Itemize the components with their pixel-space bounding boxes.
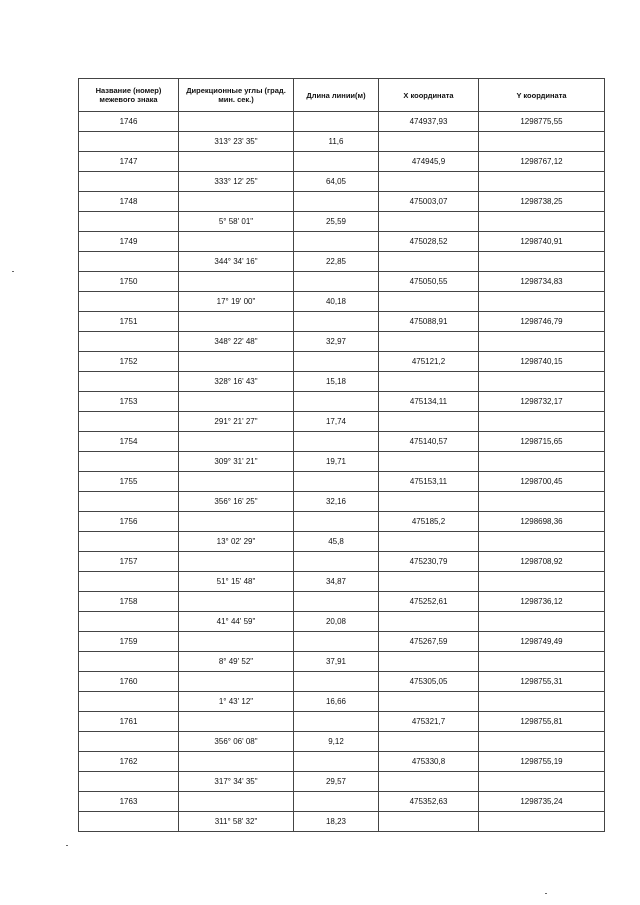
cell-directional-angle: 313° 23' 35"	[179, 132, 294, 152]
cell-x-coordinate	[379, 612, 479, 632]
cell-marker-name	[79, 732, 179, 752]
table-row	[79, 792, 605, 812]
header-x-coordinate: X координата	[379, 79, 479, 112]
cell-y-coordinate	[479, 412, 605, 432]
cell-directional-angle: 1° 43' 12"	[179, 692, 294, 712]
cell-marker-name: 1754	[79, 432, 179, 452]
table-row	[79, 392, 605, 412]
cell-line-length: 40,18	[294, 292, 379, 312]
cell-directional-angle	[179, 592, 294, 612]
cell-x-coordinate	[379, 372, 479, 392]
table-row	[79, 152, 605, 172]
cell-marker-name	[79, 532, 179, 552]
cell-line-length: 18,23	[294, 812, 379, 832]
cell-x-coordinate: 475003,07	[379, 192, 479, 212]
cell-x-coordinate: 475230,79	[379, 552, 479, 572]
header-line-length: Длина линии(м)	[294, 79, 379, 112]
table-row	[79, 352, 605, 372]
cell-y-coordinate	[479, 572, 605, 592]
cell-directional-angle: 17° 19' 00"	[179, 292, 294, 312]
cell-marker-name	[79, 332, 179, 352]
cell-line-length: 25,59	[294, 212, 379, 232]
cell-marker-name: 1752	[79, 352, 179, 372]
cell-directional-angle	[179, 512, 294, 532]
cell-x-coordinate: 474945,9	[379, 152, 479, 172]
cell-directional-angle	[179, 232, 294, 252]
cell-marker-name	[79, 612, 179, 632]
cell-directional-angle: 333° 12' 25"	[179, 172, 294, 192]
cell-x-coordinate	[379, 652, 479, 672]
cell-directional-angle: 356° 06' 08"	[179, 732, 294, 752]
cell-y-coordinate	[479, 372, 605, 392]
table-row	[79, 772, 605, 792]
cell-x-coordinate	[379, 252, 479, 272]
table-row	[79, 132, 605, 152]
table-row	[79, 212, 605, 232]
cell-line-length	[294, 592, 379, 612]
table-row	[79, 112, 605, 132]
cell-y-coordinate	[479, 812, 605, 832]
cell-x-coordinate	[379, 492, 479, 512]
cell-directional-angle: 291° 21' 27"	[179, 412, 294, 432]
cell-line-length	[294, 712, 379, 732]
table-row	[79, 732, 605, 752]
cell-marker-name	[79, 692, 179, 712]
table-row	[79, 172, 605, 192]
cell-x-coordinate: 474937,93	[379, 112, 479, 132]
cell-line-length: 64,05	[294, 172, 379, 192]
cell-y-coordinate: 1298715,65	[479, 432, 605, 452]
cell-x-coordinate	[379, 332, 479, 352]
cell-directional-angle	[179, 792, 294, 812]
cell-marker-name	[79, 412, 179, 432]
cell-x-coordinate: 475267,59	[379, 632, 479, 652]
cell-directional-angle	[179, 312, 294, 332]
cell-y-coordinate	[479, 492, 605, 512]
cell-directional-angle	[179, 432, 294, 452]
cell-line-length	[294, 512, 379, 532]
cell-x-coordinate: 475321,7	[379, 712, 479, 732]
cell-y-coordinate: 1298740,91	[479, 232, 605, 252]
cell-line-length: 22,85	[294, 252, 379, 272]
cell-directional-angle: 51° 15' 48"	[179, 572, 294, 592]
cell-y-coordinate: 1298708,92	[479, 552, 605, 572]
cell-marker-name	[79, 452, 179, 472]
cell-y-coordinate	[479, 332, 605, 352]
cell-x-coordinate	[379, 412, 479, 432]
cell-marker-name: 1751	[79, 312, 179, 332]
cell-directional-angle: 344° 34' 16"	[179, 252, 294, 272]
cell-directional-angle	[179, 712, 294, 732]
cell-line-length	[294, 192, 379, 212]
cell-marker-name: 1750	[79, 272, 179, 292]
cell-x-coordinate: 475185,2	[379, 512, 479, 532]
cell-line-length	[294, 432, 379, 452]
cell-directional-angle	[179, 352, 294, 372]
boundary-coordinates-table	[78, 78, 605, 832]
cell-y-coordinate	[479, 532, 605, 552]
table-row	[79, 752, 605, 772]
cell-line-length: 11,6	[294, 132, 379, 152]
table-row	[79, 372, 605, 392]
cell-y-coordinate	[479, 132, 605, 152]
cell-marker-name	[79, 172, 179, 192]
cell-marker-name: 1758	[79, 592, 179, 612]
cell-x-coordinate: 475134,11	[379, 392, 479, 412]
cell-line-length: 32,16	[294, 492, 379, 512]
cell-y-coordinate: 1298735,24	[479, 792, 605, 812]
cell-marker-name: 1756	[79, 512, 179, 532]
cell-directional-angle	[179, 392, 294, 412]
cell-x-coordinate	[379, 292, 479, 312]
scan-speck	[66, 845, 68, 846]
cell-line-length: 29,57	[294, 772, 379, 792]
cell-y-coordinate: 1298775,55	[479, 112, 605, 132]
cell-x-coordinate: 475121,2	[379, 352, 479, 372]
cell-directional-angle	[179, 552, 294, 572]
cell-marker-name	[79, 772, 179, 792]
table-row	[79, 512, 605, 532]
table-row	[79, 652, 605, 672]
cell-x-coordinate	[379, 732, 479, 752]
cell-line-length: 19,71	[294, 452, 379, 472]
table-row	[79, 692, 605, 712]
cell-line-length: 15,18	[294, 372, 379, 392]
table-row	[79, 712, 605, 732]
cell-line-length	[294, 752, 379, 772]
cell-y-coordinate: 1298734,83	[479, 272, 605, 292]
table-row	[79, 332, 605, 352]
table-row	[79, 472, 605, 492]
cell-marker-name: 1753	[79, 392, 179, 412]
table-row	[79, 452, 605, 472]
cell-directional-angle	[179, 632, 294, 652]
header-directional-angles: Дирекционные углы (град. мин. сек.)	[179, 79, 294, 112]
cell-line-length: 45,8	[294, 532, 379, 552]
cell-x-coordinate	[379, 692, 479, 712]
cell-marker-name	[79, 372, 179, 392]
table-row	[79, 492, 605, 512]
cell-marker-name: 1760	[79, 672, 179, 692]
cell-y-coordinate: 1298755,19	[479, 752, 605, 772]
cell-marker-name: 1761	[79, 712, 179, 732]
cell-x-coordinate: 475028,52	[379, 232, 479, 252]
cell-marker-name	[79, 132, 179, 152]
table-row	[79, 632, 605, 652]
cell-y-coordinate: 1298746,79	[479, 312, 605, 332]
table-row	[79, 272, 605, 292]
cell-y-coordinate: 1298749,49	[479, 632, 605, 652]
cell-y-coordinate: 1298700,45	[479, 472, 605, 492]
cell-x-coordinate: 475352,63	[379, 792, 479, 812]
cell-directional-angle: 5° 58' 01"	[179, 212, 294, 232]
cell-y-coordinate	[479, 652, 605, 672]
cell-x-coordinate: 475140,57	[379, 432, 479, 452]
cell-line-length	[294, 632, 379, 652]
cell-marker-name	[79, 652, 179, 672]
cell-directional-angle: 311° 58' 32"	[179, 812, 294, 832]
cell-x-coordinate: 475050,55	[379, 272, 479, 292]
cell-y-coordinate	[479, 452, 605, 472]
table-row	[79, 812, 605, 832]
cell-marker-name	[79, 812, 179, 832]
cell-y-coordinate	[479, 252, 605, 272]
cell-x-coordinate: 475330,8	[379, 752, 479, 772]
cell-y-coordinate	[479, 772, 605, 792]
cell-line-length	[294, 672, 379, 692]
cell-x-coordinate	[379, 212, 479, 232]
cell-y-coordinate	[479, 692, 605, 712]
table-row	[79, 192, 605, 212]
cell-y-coordinate: 1298755,81	[479, 712, 605, 732]
cell-marker-name: 1757	[79, 552, 179, 572]
cell-line-length	[294, 312, 379, 332]
cell-marker-name: 1749	[79, 232, 179, 252]
table-row	[79, 552, 605, 572]
cell-line-length	[294, 272, 379, 292]
cell-marker-name	[79, 212, 179, 232]
cell-y-coordinate: 1298767,12	[479, 152, 605, 172]
cell-x-coordinate	[379, 172, 479, 192]
cell-y-coordinate: 1298698,36	[479, 512, 605, 532]
cell-line-length: 17,74	[294, 412, 379, 432]
cell-line-length: 9,12	[294, 732, 379, 752]
table-row	[79, 572, 605, 592]
header-y-coordinate: Y координата	[479, 79, 605, 112]
table-row	[79, 532, 605, 552]
cell-marker-name: 1763	[79, 792, 179, 812]
cell-x-coordinate	[379, 772, 479, 792]
table-row	[79, 252, 605, 272]
cell-line-length	[294, 552, 379, 572]
cell-directional-angle: 356° 16' 25"	[179, 492, 294, 512]
cell-x-coordinate	[379, 452, 479, 472]
cell-directional-angle: 348° 22' 48"	[179, 332, 294, 352]
cell-line-length	[294, 112, 379, 132]
table-row	[79, 232, 605, 252]
cell-marker-name: 1747	[79, 152, 179, 172]
table-row	[79, 412, 605, 432]
table-body	[79, 112, 605, 832]
cell-line-length: 16,66	[294, 692, 379, 712]
cell-line-length: 37,91	[294, 652, 379, 672]
table-row	[79, 612, 605, 632]
cell-y-coordinate	[479, 212, 605, 232]
cell-line-length	[294, 232, 379, 252]
cell-x-coordinate: 475088,91	[379, 312, 479, 332]
scan-speck	[12, 271, 14, 272]
cell-marker-name: 1755	[79, 472, 179, 492]
header-marker-name: Название (номер) межевого знака	[79, 79, 179, 112]
cell-y-coordinate: 1298736,12	[479, 592, 605, 612]
cell-line-length	[294, 472, 379, 492]
cell-directional-angle	[179, 472, 294, 492]
cell-marker-name	[79, 572, 179, 592]
cell-marker-name: 1759	[79, 632, 179, 652]
cell-y-coordinate: 1298732,17	[479, 392, 605, 412]
cell-line-length	[294, 352, 379, 372]
cell-directional-angle: 317° 34' 35"	[179, 772, 294, 792]
table-row	[79, 292, 605, 312]
cell-directional-angle	[179, 672, 294, 692]
cell-line-length	[294, 792, 379, 812]
cell-x-coordinate	[379, 132, 479, 152]
cell-marker-name	[79, 252, 179, 272]
cell-line-length	[294, 152, 379, 172]
cell-marker-name: 1746	[79, 112, 179, 132]
cell-y-coordinate: 1298738,25	[479, 192, 605, 212]
table-header-row	[79, 79, 605, 112]
cell-directional-angle	[179, 272, 294, 292]
cell-line-length: 20,08	[294, 612, 379, 632]
cell-directional-angle	[179, 112, 294, 132]
cell-directional-angle	[179, 752, 294, 772]
cell-y-coordinate	[479, 732, 605, 752]
cell-marker-name: 1748	[79, 192, 179, 212]
cell-directional-angle	[179, 152, 294, 172]
cell-line-length: 34,87	[294, 572, 379, 592]
cell-x-coordinate: 475305,05	[379, 672, 479, 692]
cell-directional-angle	[179, 192, 294, 212]
cell-line-length	[294, 392, 379, 412]
cell-directional-angle: 13° 02' 29"	[179, 532, 294, 552]
cell-directional-angle: 328° 16' 43"	[179, 372, 294, 392]
cell-x-coordinate: 475153,11	[379, 472, 479, 492]
cell-line-length: 32,97	[294, 332, 379, 352]
table-row	[79, 592, 605, 612]
cell-directional-angle: 41° 44' 59"	[179, 612, 294, 632]
cell-directional-angle: 8° 49' 52"	[179, 652, 294, 672]
cell-x-coordinate	[379, 532, 479, 552]
cell-y-coordinate: 1298755,31	[479, 672, 605, 692]
cell-y-coordinate	[479, 292, 605, 312]
scan-speck	[545, 893, 547, 894]
table-row	[79, 672, 605, 692]
cell-x-coordinate: 475252,61	[379, 592, 479, 612]
table-row	[79, 312, 605, 332]
cell-marker-name	[79, 492, 179, 512]
cell-y-coordinate: 1298740,15	[479, 352, 605, 372]
cell-marker-name: 1762	[79, 752, 179, 772]
cell-x-coordinate	[379, 812, 479, 832]
cell-y-coordinate	[479, 172, 605, 192]
cell-y-coordinate	[479, 612, 605, 632]
cell-directional-angle: 309° 31' 21"	[179, 452, 294, 472]
cell-marker-name	[79, 292, 179, 312]
cell-x-coordinate	[379, 572, 479, 592]
table-row	[79, 432, 605, 452]
